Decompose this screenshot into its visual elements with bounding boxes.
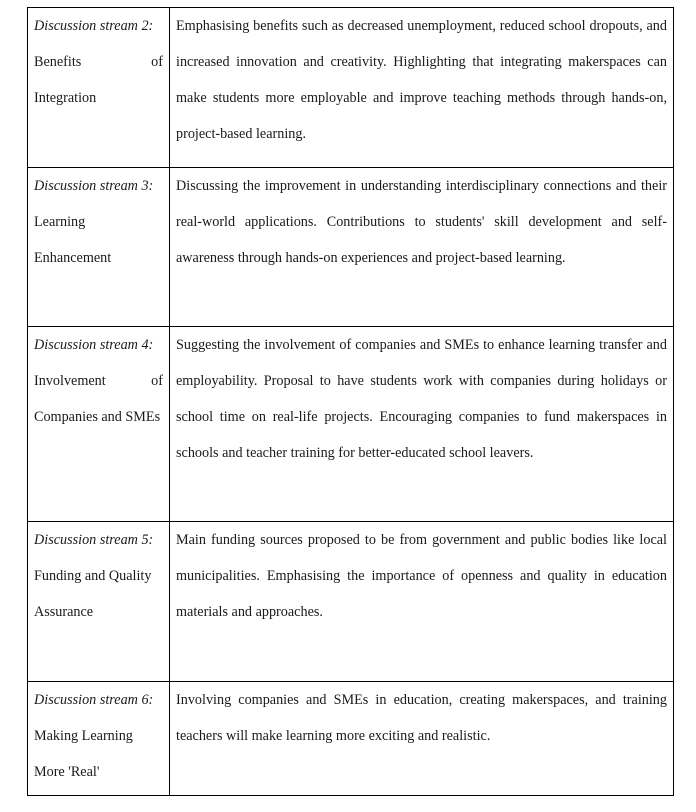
- table-row: [28, 327, 674, 522]
- table-row: [28, 8, 674, 168]
- stream-description-cell: Discussing the improvement in understanding interdisciplinary connections and their real-world applications. Contributions to students' skill development and self-awareness through hands-on experiences and project-based learning.: [170, 168, 674, 327]
- stream-description-cell: Suggesting the involvement of companies and SMEs to enhance learning transfer and employability. Proposal to have students work with companies during holidays or school time on real-life projects. Encouraging companies to fund makerspaces in schools and teacher training for better-educated school leavers.: [170, 327, 674, 522]
- stream-title-line: Learning: [34, 214, 86, 230]
- table-row: [28, 682, 674, 796]
- stream-number: Discussion stream 3:: [34, 178, 154, 194]
- stream-description-cell: Emphasising benefits such as decreased unemployment, reduced school dropouts, and increased innovation and creativity. Highlighting that integrating makerspaces can make students more employable and improve teaching methods through hands-on, project-based learning.: [170, 8, 674, 168]
- stream-number: Discussion stream 5:: [34, 532, 154, 548]
- stream-title-line: Benefits of: [34, 54, 163, 70]
- stream-number: Discussion stream 6:: [34, 692, 154, 708]
- stream-title-line: Enhancement: [34, 250, 112, 266]
- table-row: [28, 168, 674, 327]
- stream-title-line: More 'Real': [34, 764, 100, 780]
- stream-title-line: Involvement of: [34, 373, 163, 389]
- stream-description-cell: Main funding sources proposed to be from government and public bodies like local municipalities. Emphasising the importance of openness and quality in education materials and approaches.: [170, 522, 674, 682]
- stream-label-cell: [28, 327, 170, 522]
- stream-label-cell: [28, 682, 170, 796]
- stream-label-cell: [28, 522, 170, 682]
- stream-title-line: Companies and SMEs: [34, 409, 161, 425]
- stream-number: Discussion stream 4:: [34, 337, 154, 353]
- stream-description-cell: Involving companies and SMEs in education, creating makerspaces, and training teachers will make learning more exciting and realistic.: [170, 682, 674, 796]
- stream-title-line: Integration: [34, 90, 97, 106]
- stream-label-cell: [28, 168, 170, 327]
- stream-label-cell: [28, 8, 170, 168]
- stream-number: Discussion stream 2:: [34, 18, 154, 34]
- stream-title-line: Making Learning: [34, 728, 133, 744]
- discussion-streams-table: [27, 7, 674, 796]
- table-row: [28, 522, 674, 682]
- stream-title-line: Funding and Quality: [34, 568, 152, 584]
- stream-title-line: Assurance: [34, 604, 94, 620]
